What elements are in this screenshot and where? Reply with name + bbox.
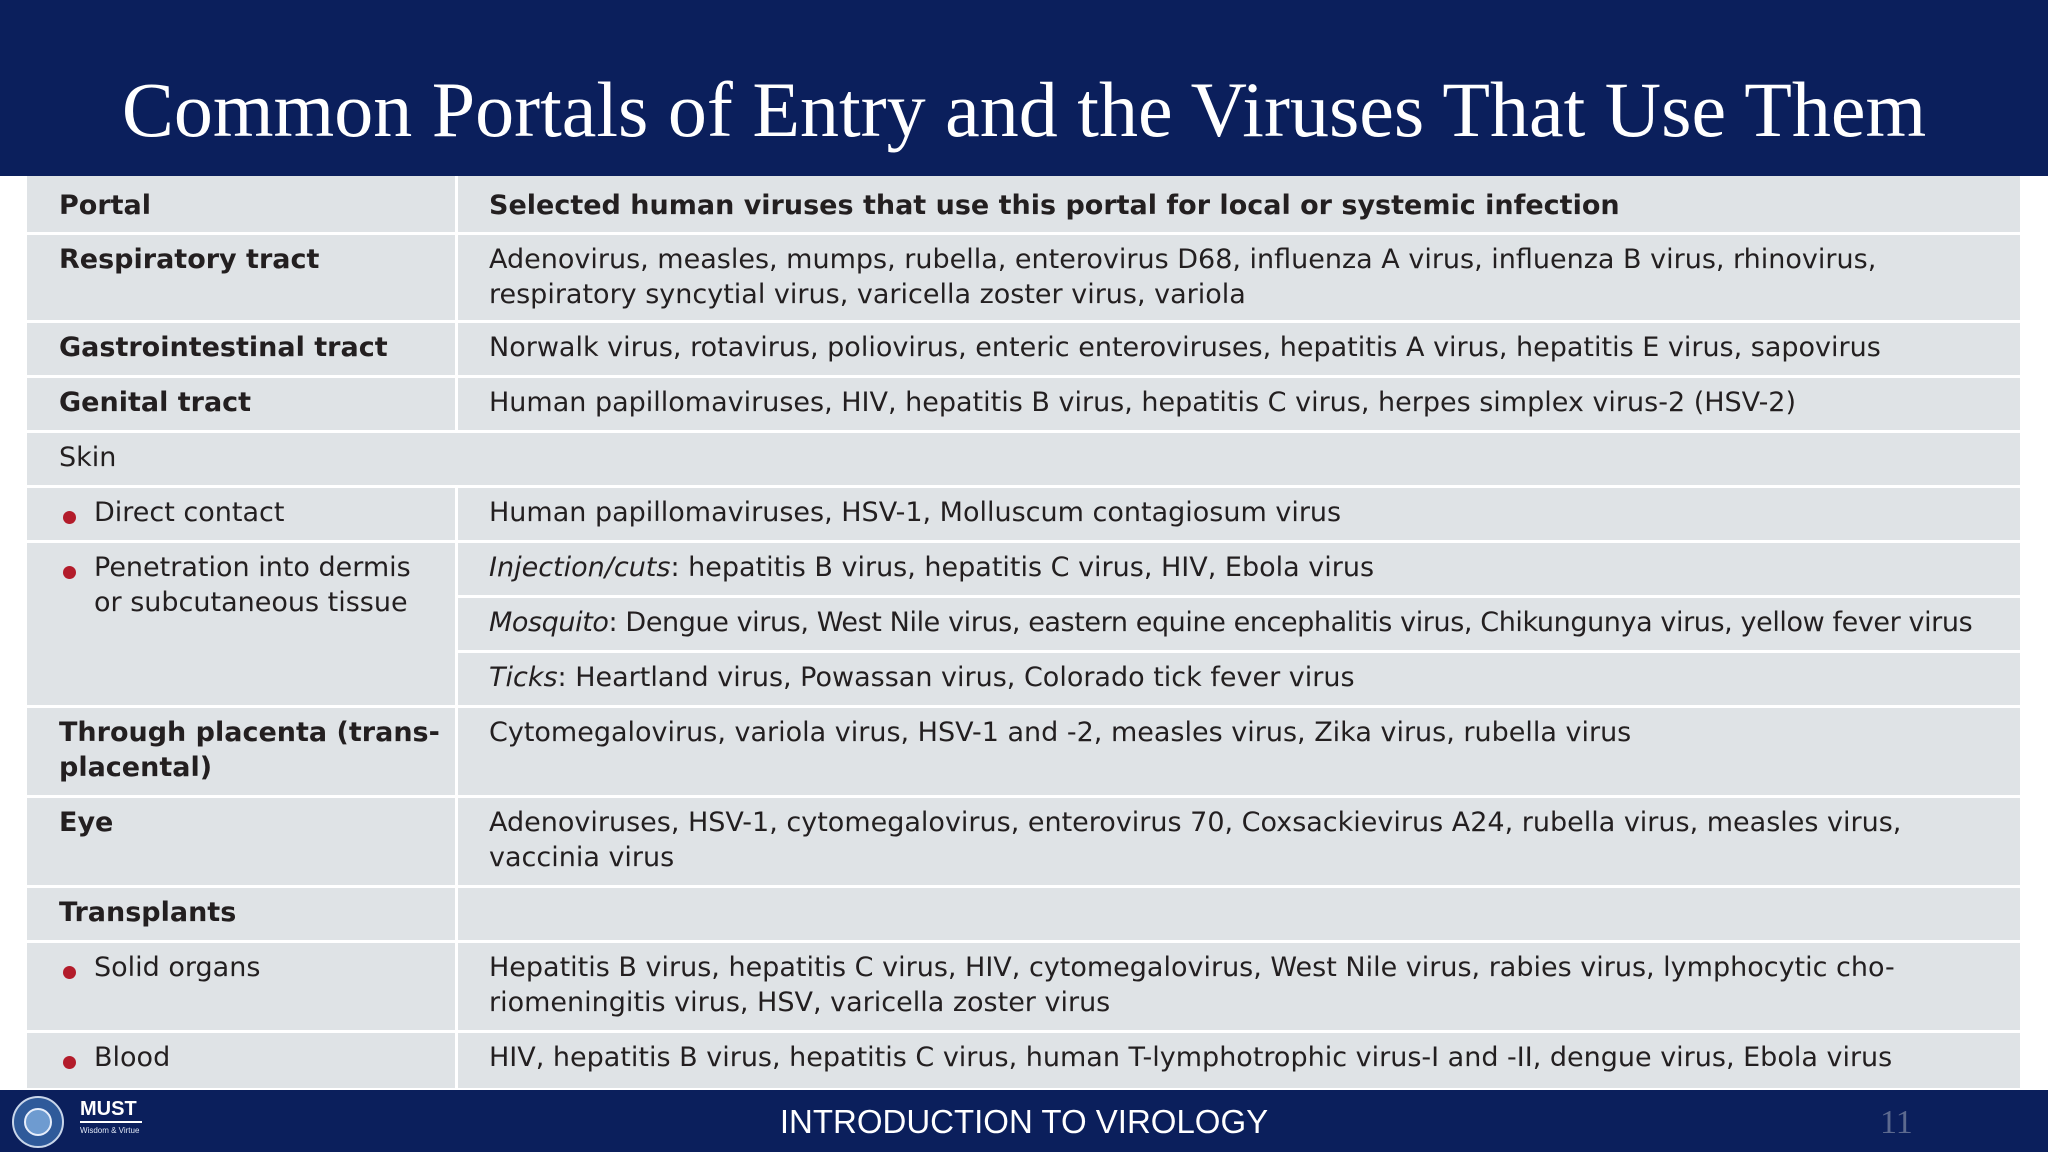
portal-blood: Blood bbox=[94, 1042, 171, 1073]
row-divider bbox=[27, 232, 2020, 235]
header-viruses: Selected human viruses that use this portal for local or systemic infection bbox=[489, 190, 1620, 221]
slide-title: Common Portals of Entry and the Viruses That Use Them bbox=[121, 66, 1927, 153]
portal-penetration-line2: or subcutaneous tissue bbox=[94, 587, 408, 618]
row-divider bbox=[27, 485, 2020, 488]
row-divider bbox=[27, 320, 2020, 323]
viruses-mosquito bbox=[489, 605, 1972, 640]
row-divider bbox=[27, 705, 2020, 708]
injection-viruses: : hepatitis B virus, hepatitis C virus, HIV, Ebola virus bbox=[670, 552, 1375, 583]
viruses-direct-contact: Human papillomaviruses, HSV-1, Molluscum contagiosum virus bbox=[489, 497, 1342, 528]
mosquito-viruses: : Dengue virus, West Nile virus, eastern equine encephalitis virus, Chikungunya virus, yellow fever virus bbox=[608, 607, 1973, 638]
course-title: INTRODUCTION TO VIROLOGY bbox=[779, 1103, 1269, 1140]
viruses-eye-line1: Adenoviruses, HSV-1, cytomegalovirus, enterovirus 70, Coxsackievirus A24, rubella virus, measles virus, bbox=[489, 807, 1902, 838]
bullet-icon bbox=[63, 1056, 76, 1069]
row-divider bbox=[458, 595, 2020, 598]
bullet-icon bbox=[63, 566, 76, 579]
viruses-blood: HIV, hepatitis B virus, hepatitis C virus, human T-lymphotrophic virus-I and -II, dengue virus, Ebola virus bbox=[489, 1042, 1893, 1073]
portal-gastrointestinal: Gastrointestinal tract bbox=[59, 332, 388, 363]
viruses-injection bbox=[489, 550, 1374, 585]
viruses-respiratory-line2: respiratory syncytial virus, varicella zoster virus, variola bbox=[489, 279, 1246, 310]
viruses-gastrointestinal: Norwalk virus, rotavirus, poliovirus, enteric enteroviruses, hepatitis A virus, hepatitis E virus, sapovirus bbox=[489, 332, 1881, 363]
row-divider bbox=[458, 650, 2020, 653]
portal-direct-contact: Direct contact bbox=[94, 497, 285, 528]
row-divider bbox=[27, 375, 2020, 378]
row-divider bbox=[27, 940, 2020, 943]
bullet-icon bbox=[63, 511, 76, 524]
column-divider bbox=[455, 486, 458, 943]
title-bar bbox=[0, 0, 2048, 176]
portal-penetration-line1: Penetration into dermis bbox=[94, 552, 411, 583]
portal-eye: Eye bbox=[59, 807, 114, 838]
viruses-placenta: Cytomegalovirus, variola virus, HSV-1 and -2, measles virus, Zika virus, rubella virus bbox=[489, 717, 1632, 748]
column-divider bbox=[455, 941, 458, 1088]
logo-tagline: Wisdom & Virtue bbox=[80, 1126, 140, 1135]
header-portal: Portal bbox=[59, 190, 152, 221]
row-divider bbox=[27, 540, 2020, 543]
portal-respiratory: Respiratory tract bbox=[59, 244, 320, 275]
viruses-respiratory-line1: Adenovirus, measles, mumps, rubella, enterovirus D68, influenza A virus, influenza B virus, rhinovirus, bbox=[489, 244, 1877, 275]
portals-table bbox=[27, 176, 2020, 1088]
row-divider bbox=[27, 795, 2020, 798]
row-divider bbox=[27, 430, 2020, 433]
portal-solid-organs: Solid organs bbox=[94, 952, 261, 983]
row-divider bbox=[27, 885, 2020, 888]
viruses-genital: Human papillomaviruses, HIV, hepatitis B virus, hepatitis C virus, herpes simplex virus-2 (HSV-2) bbox=[489, 387, 1797, 418]
portal-placenta-line2: placental) bbox=[59, 752, 213, 783]
ticks-label: Ticks bbox=[489, 662, 558, 693]
page-number: 11 bbox=[1880, 1104, 1913, 1141]
viruses-eye-line2: vaccinia virus bbox=[489, 842, 675, 873]
portal-transplants: Transplants bbox=[59, 897, 237, 928]
portal-genital: Genital tract bbox=[59, 387, 252, 418]
viruses-ticks bbox=[489, 660, 1355, 695]
portal-skin: Skin bbox=[59, 442, 117, 473]
bullet-icon bbox=[63, 966, 76, 979]
column-divider bbox=[455, 176, 458, 433]
footer-bar bbox=[0, 1090, 2048, 1152]
portal-placenta-line1: Through placenta (trans- bbox=[59, 717, 440, 748]
injection-label: Injection/cuts bbox=[489, 552, 671, 583]
ticks-viruses: : Heartland virus, Powassan virus, Colorado tick fever virus bbox=[557, 662, 1355, 693]
logo-text: MUST bbox=[80, 1098, 137, 1120]
viruses-solid-organs-line2: riomeningitis virus, HSV, varicella zoster virus bbox=[489, 987, 1111, 1018]
mosquito-label: Mosquito bbox=[489, 607, 609, 638]
viruses-solid-organs-line1: Hepatitis B virus, hepatitis C virus, HIV, cytomegalovirus, West Nile virus, rabies virus, lymphocytic cho- bbox=[489, 952, 1895, 983]
row-divider bbox=[27, 1030, 2020, 1033]
